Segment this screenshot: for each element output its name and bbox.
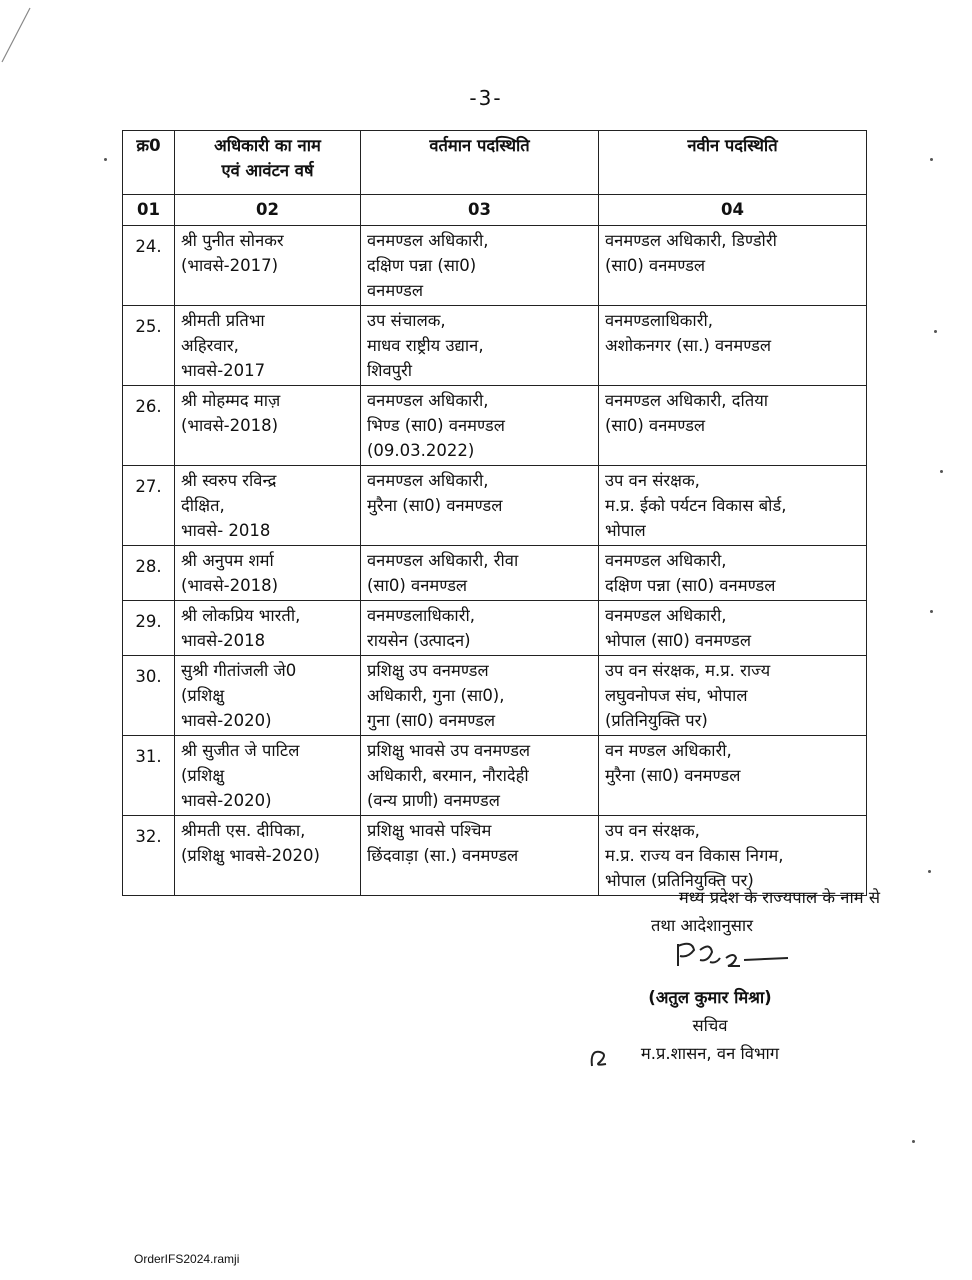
header-officer-name: अधिकारी का नाम एवं आवंटन वर्ष xyxy=(175,131,361,195)
cell-line: भावसे-2017 xyxy=(181,361,266,380)
header-serial: क्र0 xyxy=(123,131,175,195)
current-posting-cell xyxy=(361,386,599,466)
cell-line: म.प्र. राज्य वन विकास निगम, xyxy=(605,846,784,865)
cell-line: (भावसे-2017) xyxy=(181,256,279,275)
cell-line: वनमण्डलाधिकारी, xyxy=(605,311,713,330)
order-line: तथा आदेशानुसार xyxy=(651,916,753,935)
serial-number-cell: 30. xyxy=(123,656,175,736)
table-row xyxy=(123,656,867,736)
serial-number-cell: 32. xyxy=(123,816,175,896)
cell-line: अधिकारी, गुना (सा0), xyxy=(367,686,505,705)
cell-line: अधिकारी, बरमान, नौरादेही xyxy=(367,766,529,785)
cell-line: वनमण्डल अधिकारी, रीवा xyxy=(367,551,519,570)
cell-line: शिवपुरी xyxy=(367,361,413,380)
current-posting-cell xyxy=(361,226,599,306)
cell-line: वनमण्डल अधिकारी, xyxy=(605,551,727,570)
page-number: -3- xyxy=(469,86,503,110)
cell-line: श्रीमती प्रतिभा xyxy=(181,311,265,330)
cell-line: उप वन संरक्षक, xyxy=(605,821,700,840)
cell-line: श्री मोहम्मद माज़ xyxy=(181,391,281,410)
authority-line: मध्य प्रदेश के राज्यपाल के नाम से xyxy=(678,888,880,907)
scan-speck xyxy=(940,470,943,473)
officer-name-cell xyxy=(175,736,361,816)
cell-line: लघुवनोपज संघ, भोपाल xyxy=(605,686,748,705)
new-posting-cell xyxy=(599,546,867,601)
cell-line: (प्रतिनियुक्ति पर) xyxy=(605,711,708,730)
new-posting-cell xyxy=(599,656,867,736)
index-cell: 01 xyxy=(123,195,175,226)
new-posting-cell xyxy=(599,466,867,546)
table-row xyxy=(123,306,867,386)
signatory-title: सचिव xyxy=(692,1016,728,1035)
table-header-row xyxy=(123,131,867,195)
officer-name-cell xyxy=(175,466,361,546)
cell-line: (भावसे-2018) xyxy=(181,416,279,435)
serial-number-cell: 29. xyxy=(123,601,175,656)
current-posting-cell xyxy=(361,466,599,546)
current-posting-cell xyxy=(361,601,599,656)
cell-line: श्री अनुपम शर्मा xyxy=(181,551,274,570)
signatory-department: म.प्र.शासन, वन विभाग xyxy=(640,1044,780,1063)
cell-line: दक्षिण पन्ना (सा0) xyxy=(367,256,477,275)
officer-name-cell xyxy=(175,816,361,896)
scan-speck xyxy=(930,610,933,613)
cell-line: भावसे-2020) xyxy=(181,791,272,810)
cell-line: वनमण्डल अधिकारी, xyxy=(367,391,489,410)
scan-speck xyxy=(934,330,937,333)
cell-line: उप संचालक, xyxy=(367,311,446,330)
new-posting-cell xyxy=(599,226,867,306)
cell-line: (सा0) वनमण्डल xyxy=(367,576,468,595)
cell-line: दीक्षित, xyxy=(181,496,225,515)
cell-line: भोपाल (प्रतिनियुक्ति पर) xyxy=(605,871,754,890)
cell-line: गुना (सा0) वनमण्डल xyxy=(367,711,496,730)
cell-line: (प्रशिक्षु xyxy=(181,766,225,785)
cell-line: अहिरवार, xyxy=(181,336,239,355)
cell-line: (सा0) वनमण्डल xyxy=(605,256,706,275)
current-posting-cell xyxy=(361,736,599,816)
new-posting-cell xyxy=(599,601,867,656)
cell-line: भोपाल (सा0) वनमण्डल xyxy=(605,631,752,650)
cell-line: माधव राष्ट्रीय उद्यान, xyxy=(367,336,484,355)
table-row xyxy=(123,386,867,466)
table-row xyxy=(123,546,867,601)
serial-number-cell: 25. xyxy=(123,306,175,386)
cell-line: रायसेन (उत्पादन) xyxy=(367,631,471,650)
current-posting-cell xyxy=(361,656,599,736)
cell-line: दक्षिण पन्ना (सा0) वनमण्डल xyxy=(605,576,776,595)
serial-number-cell: 28. xyxy=(123,546,175,601)
scan-speck xyxy=(912,1140,915,1143)
table-row xyxy=(123,226,867,306)
cell-line: भावसे- 2018 xyxy=(181,521,271,540)
cell-line: श्रीमती एस. दीपिका, xyxy=(181,821,306,840)
serial-number-cell: 31. xyxy=(123,736,175,816)
cell-line: सुश्री गीतांजली जे0 xyxy=(181,661,297,680)
cell-line: वन मण्डल अधिकारी, xyxy=(605,741,732,760)
cell-line: उप वन संरक्षक, xyxy=(605,471,700,490)
column-index-row xyxy=(123,195,867,226)
cell-line: श्री पुनीत सोनकर xyxy=(181,231,284,250)
scan-speck xyxy=(928,870,931,873)
corner-scratch-mark xyxy=(0,0,40,70)
cell-line: (सा0) वनमण्डल xyxy=(605,416,706,435)
cell-line: वनमण्डल अधिकारी, दतिया xyxy=(605,391,769,410)
cell-line: भोपाल xyxy=(605,521,646,540)
serial-number-cell: 27. xyxy=(123,466,175,546)
cell-line: उप वन संरक्षक, म.प्र. राज्य xyxy=(605,661,771,680)
new-posting-cell xyxy=(599,306,867,386)
table-row xyxy=(123,736,867,816)
table-row xyxy=(123,466,867,546)
officer-name-cell xyxy=(175,546,361,601)
initial-mark xyxy=(586,1040,616,1070)
cell-line: श्री लोकप्रिय भारती, xyxy=(181,606,301,625)
cell-line: वनमण्डल xyxy=(367,281,424,300)
officer-name-cell xyxy=(175,306,361,386)
cell-line: मुरैना (सा0) वनमण्डल xyxy=(367,496,503,515)
cell-line: श्री स्वरुप रविन्द्र xyxy=(181,471,277,490)
cell-line: (प्रशिक्षु xyxy=(181,686,225,705)
cell-line: वनमण्डल अधिकारी, xyxy=(367,231,489,250)
cell-line: (भावसे-2018) xyxy=(181,576,279,595)
cell-line: भिण्ड (सा0) वनमण्डल xyxy=(367,416,505,435)
current-posting-cell xyxy=(361,546,599,601)
serial-number-cell: 24. xyxy=(123,226,175,306)
officer-name-cell xyxy=(175,386,361,466)
handwritten-signature xyxy=(670,936,790,976)
index-cell: 04 xyxy=(599,195,867,226)
cell-line: (09.03.2022) xyxy=(367,441,475,460)
scan-speck xyxy=(104,158,107,161)
cell-line: अशोकनगर (सा.) वनमण्डल xyxy=(605,336,772,355)
header-new-posting: नवीन पदस्थिति xyxy=(599,131,867,195)
cell-line: श्री सुजीत जे पाटिल xyxy=(181,741,300,760)
cell-line: म.प्र. ईको पर्यटन विकास बोर्ड, xyxy=(605,496,787,515)
cell-line: वनमण्डल अधिकारी, xyxy=(367,471,489,490)
new-posting-cell xyxy=(599,736,867,816)
table-row xyxy=(123,601,867,656)
officer-name-cell xyxy=(175,226,361,306)
cell-line: मुरैना (सा0) वनमण्डल xyxy=(605,766,741,785)
transfer-table xyxy=(122,130,867,896)
scan-speck xyxy=(930,158,933,161)
footer-reference: OrderIFS2024.ramji xyxy=(134,1252,240,1266)
current-posting-cell xyxy=(361,306,599,386)
cell-line: वनमण्डल अधिकारी, डिण्डोरी xyxy=(605,231,777,250)
new-posting-cell xyxy=(599,386,867,466)
cell-line: (वन्य प्राणी) वनमण्डल xyxy=(367,791,500,810)
signatory-name: (अतुल कुमार मिश्रा) xyxy=(648,988,772,1007)
serial-number-cell: 26. xyxy=(123,386,175,466)
cell-line: भावसे-2018 xyxy=(181,631,266,650)
cell-line: भावसे-2020) xyxy=(181,711,272,730)
cell-line: वनमण्डलाधिकारी, xyxy=(367,606,475,625)
header-current-posting: वर्तमान पदस्थिति xyxy=(361,131,599,195)
cell-line: प्रशिक्षु भावसे उप वनमण्डल xyxy=(367,741,531,760)
cell-line: वनमण्डल अधिकारी, xyxy=(605,606,727,625)
officer-name-cell xyxy=(175,656,361,736)
cell-line: (प्रशिक्षु भावसे-2020) xyxy=(181,846,320,865)
index-cell: 03 xyxy=(361,195,599,226)
officer-name-cell xyxy=(175,601,361,656)
index-cell: 02 xyxy=(175,195,361,226)
cell-line: प्रशिक्षु भावसे पश्चिम xyxy=(367,821,492,840)
cell-line: छिंदवाड़ा (सा.) वनमण्डल xyxy=(367,846,519,865)
cell-line: प्रशिक्षु उप वनमण्डल xyxy=(367,661,489,680)
